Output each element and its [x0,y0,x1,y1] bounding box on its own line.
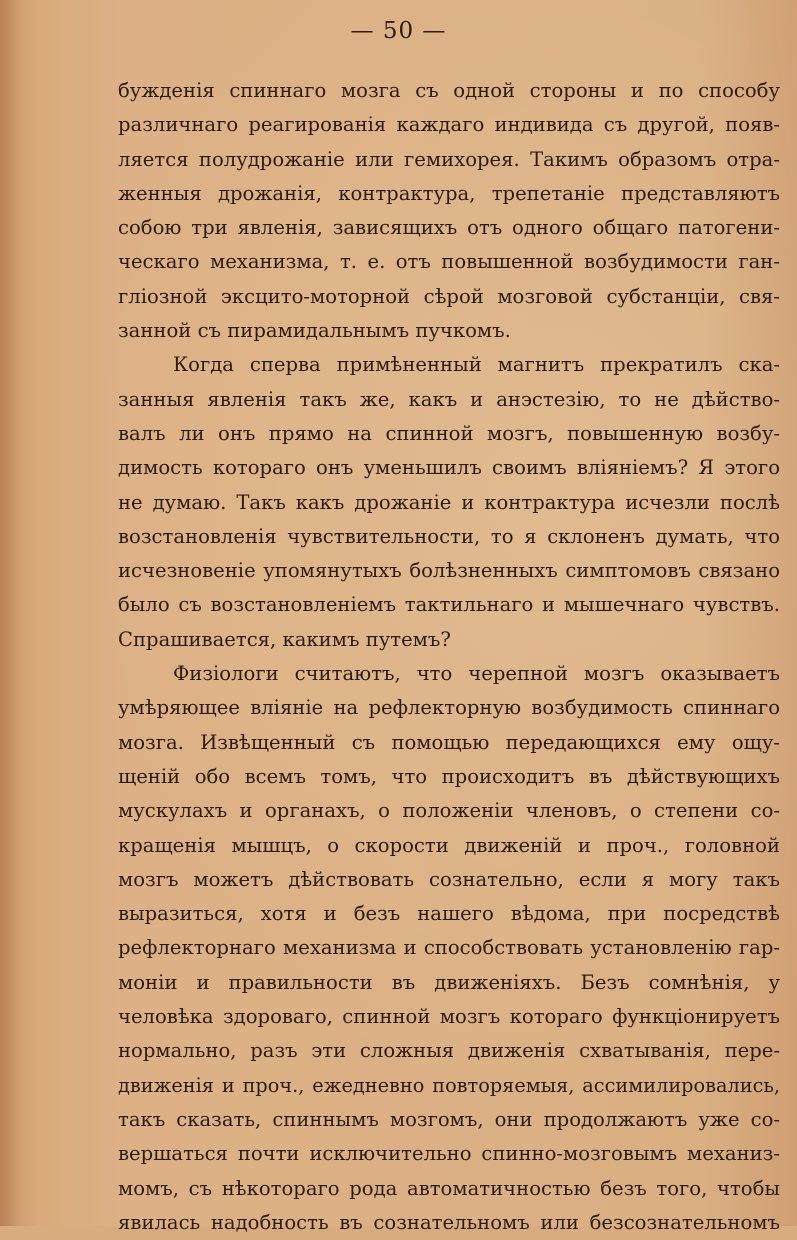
text-line: бужденія спиннаго мозга съ одной стороны и по способу [118,79,780,102]
text-line: выразиться, хотя и безъ нашего вѣдома, при посредствѣ [118,902,780,926]
text-line: мозгъ можетъ дѣйствовать сознательно, если я могу такъ [118,867,780,891]
body-text [118,74,780,1240]
text-line: Когда сперва примѣненный магнитъ прекратилъ ска- [173,353,780,377]
text-line: явилась надобность въ сознательномъ или безсознательномъ [118,1210,780,1234]
text-line: нормально, разъ эти сложныя движенія схватыванія, пере- [118,1039,780,1063]
text-line: занной съ пирамидальнымъ пучкомъ. [118,319,511,343]
text-line: кращенія мышцъ, о скорости движеній и проч., головной [118,833,780,857]
text-line: такъ сказать, спиннымъ мозгомъ, они продолжаютъ уже со- [118,1107,780,1131]
page-gutter-shadow [0,0,18,1226]
text-line: мозга. Извѣщенный съ помощью передающихся ему ощу- [118,730,780,754]
text-line: ческаго механизма, т. е. отъ повышенной возбудимости ган- [118,250,780,274]
text-line: умѣряющее вліяніе на рефлекторную возбудимость спиннаго [118,696,780,720]
text-line: исчезновеніе упомянутыхъ болѣзненныхъ симптомовъ связано [118,559,780,583]
text-line: мускулахъ и органахъ, о положеніи членовъ, о степени со- [118,799,780,823]
text-line: возстановленія чувствительности, то я склоненъ думать, что [118,524,780,548]
text-line: гліозной эксцито-моторной сѣрой мозговой субстанціи, свя- [118,284,780,308]
text-line: было съ возстановленіемъ тактильнаго и мышечнаго чувствъ. [118,593,780,617]
text-line: различнаго реагированія каждаго индивида съ другой, появ- [118,113,780,137]
text-line: движенія и проч., ежедневно повторяемыя, ассимилировались, [118,1073,780,1097]
text-line: момъ, съ нѣкотораго рода автоматичностью безъ того, чтобы [118,1176,780,1200]
text-line: ляется полудрожаніе или гемихорея. Такимъ образомъ отра- [118,147,780,171]
text-line: димость котораго онъ уменьшилъ своимъ вліяніемъ? Я этого [118,456,780,480]
text-line: человѣка здороваго, спинной мозгъ котораго функціонируетъ [118,1005,780,1029]
text-line: Физіологи считаютъ, что черепной мозгъ оказываетъ [173,662,780,686]
text-line: рефлекторнаго механизма и способствовать установленію гар- [118,936,780,960]
text-line: моніи и правильности въ движеніяхъ. Безъ сомнѣнія, у [118,970,780,994]
text-line: щеній обо всемъ томъ, что происходитъ въ дѣйствующихъ [118,764,780,788]
text-line: Спрашивается, какимъ путемъ? [118,627,451,651]
text-line: занныя явленія такъ же, какъ и анэстезію, то не дѣйство- [118,387,780,411]
text-line: не думаю. Такъ какъ дрожаніе и контрактура исчезли послѣ [118,490,780,514]
text-line: собою три явленія, зависящихъ отъ одного общаго патогени- [118,216,780,240]
text-line: валъ ли онъ прямо на спинной мозгъ, повышенную возбу- [118,421,780,445]
text-line: вершаться почти исключительно спинно-мозговымъ механиз- [118,1142,780,1166]
page-number: — 50 — [350,18,447,44]
text-line: женныя дрожанія, контрактура, трепетаніе представляютъ [118,181,780,205]
